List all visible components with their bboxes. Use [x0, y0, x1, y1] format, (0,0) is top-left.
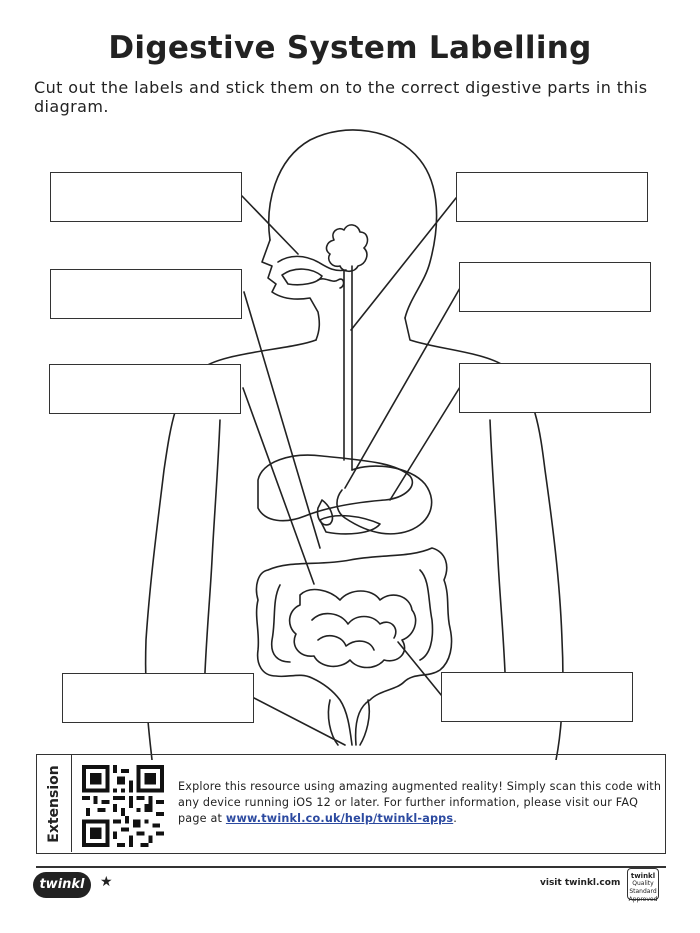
- instructions-text: Cut out the labels and stick them on to the correct digestive parts in this diagram.: [34, 78, 648, 116]
- extension-tab-label: Extension: [46, 764, 62, 843]
- arm-left: [204, 420, 220, 700]
- extension-tab: [37, 755, 72, 852]
- extension-text-body: Explore this resource using amazing augmented reality! Simply scan this code with any device running iOS 12 or later. For further information, please visit our FAQ page at: [178, 780, 662, 825]
- label-box-5[interactable]: [49, 364, 241, 414]
- star-icon[interactable]: ★: [100, 874, 113, 890]
- teeth: [318, 279, 344, 288]
- gall-bladder: [318, 500, 333, 525]
- extension-text: [178, 779, 662, 827]
- twinkl-logo[interactable]: twinkl: [33, 872, 91, 898]
- extension-panel: [36, 754, 666, 854]
- leader-line-2: [351, 198, 456, 330]
- qr-code-icon[interactable]: [82, 765, 164, 847]
- faq-link[interactable]: www.twinkl.co.uk/help/twinkl-apps: [225, 812, 454, 825]
- label-box-2[interactable]: [456, 172, 648, 222]
- label-box-8[interactable]: [441, 672, 633, 722]
- label-box-7[interactable]: [62, 673, 254, 723]
- label-box-4[interactable]: [459, 262, 651, 312]
- label-box-6[interactable]: [459, 363, 651, 413]
- leader-line-5: [243, 388, 314, 584]
- tongue: [282, 269, 322, 285]
- liver: [258, 455, 412, 521]
- page-title: Digestive System Labelling: [108, 30, 592, 66]
- salivary-gland: [327, 225, 368, 271]
- mouth: [278, 256, 346, 270]
- leader-line-4: [345, 288, 460, 488]
- label-box-1[interactable]: [50, 172, 242, 222]
- leader-line-8: [398, 642, 442, 696]
- large-intestine: [256, 548, 451, 745]
- badge-title: twinkl: [630, 872, 656, 880]
- leader-line-7: [254, 698, 345, 745]
- quality-badge-icon: [627, 868, 659, 903]
- badge-text: Quality Standard Approved: [628, 880, 658, 903]
- extension-text-end: .: [453, 812, 457, 825]
- small-intestine-coil-1: [312, 614, 396, 638]
- oesophagus: [344, 266, 352, 470]
- small-intestine: [290, 590, 416, 668]
- label-box-3[interactable]: [50, 269, 242, 319]
- visit-website-text[interactable]: visit twinkl.com: [540, 878, 621, 888]
- footer-divider: [36, 866, 666, 868]
- face-profile: [262, 240, 319, 340]
- small-intestine-coil-2: [318, 636, 374, 650]
- arm-right: [490, 420, 506, 700]
